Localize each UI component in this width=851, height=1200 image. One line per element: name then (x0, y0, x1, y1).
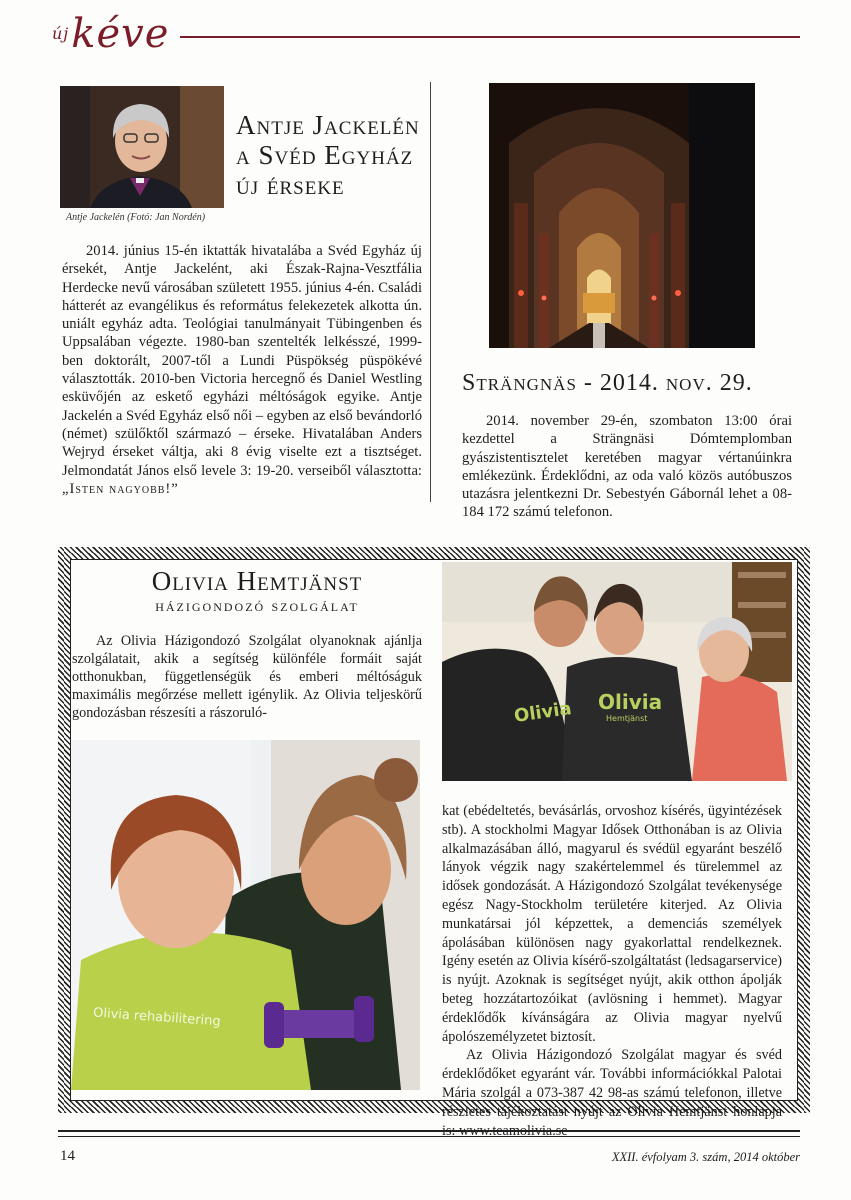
footer-rule-bottom (58, 1136, 800, 1137)
shirt-logo-1: Olivia (512, 698, 573, 727)
magazine-logo (52, 12, 169, 56)
article3-subtitle: házigondozó szolgálat (155, 596, 359, 615)
article2-title: Strängnäs - 2014. nov. 29. (462, 370, 753, 396)
masthead-rule (180, 36, 800, 38)
portrait-photo (60, 86, 224, 208)
footer-rule-top (58, 1130, 800, 1132)
shirt-rehab-text: Olivia rehabilitering (92, 1005, 222, 1030)
article1-motto: „Isten nagyobb!” (62, 480, 179, 497)
article3-closing: Az Olivia Házigondozó Szolgálat magyar és svéd érdeklődőket egyaránt vár. További információkkal Palotai Mária szolgál a 073-387 42 98-as számú telefonon, illetve részletes tájékoztatást nyújt az Olivia Hemtjänst honlapja is: www.teamolivia.se (442, 1047, 782, 1139)
shirt-logo-2: Olivia (598, 690, 663, 714)
article2-body: 2014. november 29-én, szombaton 13:00 órai kezdettel a Strängnäsi Dómtemplomban gyászistentisztelet keretében magyar vértanúinkra emlékezünk. Érdeklődni, az oda való közös autóbuszos utazásra jelentkezni Dr. Sebestyén Gábornál lehet a 08-184 172 számú telefonon. (462, 413, 792, 521)
article1-title: Antje Jackelén a Svéd Egyház új érseke (236, 110, 420, 200)
article3-intro: Az Olivia Házigondozó Szolgálat olyanoknak ajánlja szolgálatait, akik a segítség különféle formáit saját otthonukban, függetlenségük és emberi méltóságuk maximális megőrzése mellett igénylik. Az Olivia teljeskörű gondozásban részesíti a rászoruló- (72, 633, 422, 721)
page-number: 14 (60, 1148, 75, 1164)
shirt-logo-sub: Hemtjänst (606, 714, 648, 723)
cathedral-photo (489, 83, 755, 348)
rehab-photo (71, 740, 420, 1090)
article3-title: Olivia Hemtjänst (151, 566, 363, 596)
photo-caption: Antje Jackelén (Fotó: Jan Nordén) (66, 212, 206, 223)
article1-text: 2014. június 15-én iktatták hivatalába a Svéd Egyház új érsekét, Antje Jackelént, aki Észak-Rajna-Vesztfália Herdecke nevű városában született 1955. június 4-én. Családi hátterét az evangélikus és református felekezetek alkotta ún. uniált egyház adta. Teológiai tanulmányait Tübingenben és Uppsalában végezte. 1980-ban szentelték lelkésszé, 1999-ben doktorált, 2007-től a Lundi Püspökség püspökévé választották. 2010-ben Victoria hercegnő és Daniel Westling esküvőjén az eskető egyházi méltóságok egyike. Antje Jackelén a Svéd Egyház első női – egyben az első bevándorló (német) szülőktől származó – érseke. Hivatalában Anders Wejryd érseket váltja, aki 8 évig viselte ezt a tisztséget. Jelmondatát János első levele 3: 19-20. verseiből választotta: (62, 243, 422, 479)
logo-text: kéve (71, 11, 170, 57)
olivia-staff-photo (442, 562, 792, 781)
issue-info: XXII. évfolyam 3. szám, 2014 október (611, 1150, 800, 1164)
column-divider (430, 82, 431, 502)
article1-body (62, 242, 422, 498)
article3-continuation-text: kat (ebédeltetés, bevásárlás, orvoshoz kísérés, ügyintézések stb). A stockholmi Magyar Idősek Otthonában is az Olivia alkalmazásában álló, magyarul és svédül egyaránt beszélő lányok végzik nagy szakértelemmel és türelemmel az idősek gondozását. A Házigondozó Szolgálat tevékenysége egész Nagy-Stockholm területére kiterjed. Az Olivia munkatársai jól képzettek, a demenciás személyek ápolásában különösen nagy gyakorlattal rendelkeznek. Igény esetén az Olivia kísérő-szolgáltatást (ledsagarservice) is nyújt. Azoknak is segítséget nyújt, akik otthon ápolják beteg hozzátartozóikat (avlösning i hemmet). Magyar érdeklődők kívánságára az Olivia magyar nyelvű ápolószemélyzetet biztosít. (442, 803, 782, 1045)
article3-continuation (442, 802, 782, 1140)
logo-prefix: új (52, 24, 70, 43)
